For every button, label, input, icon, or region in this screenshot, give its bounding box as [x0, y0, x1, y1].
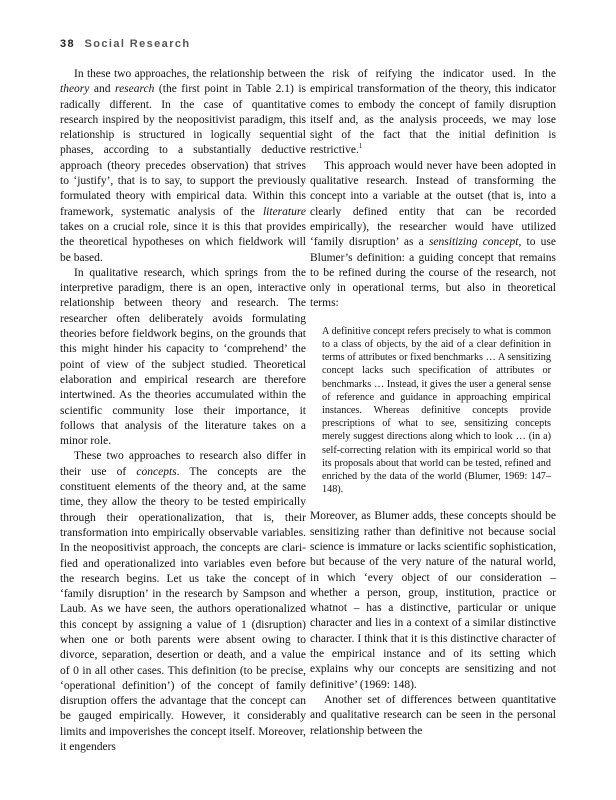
right-column — [310, 67, 556, 739]
text-run: In these two approaches, the relationship between — [74, 68, 306, 80]
italic-term-theory: theory — [60, 83, 90, 96]
running-header — [60, 38, 191, 50]
left-column — [60, 67, 306, 755]
text-run: This approach would never have been adopted in qualitative research. Instead of transforming the concept into a variable at the outset (that is, into a clearly defined entity that can be recorded empirically), the researcher would have utilized ‘family disruption’ as a — [310, 159, 556, 249]
paragraph-another-differences: Another set of differences between quantitative and qualitative research can be seen in the personal relationship between the — [310, 693, 556, 737]
text-run: takes on a crucial role, since it is this that provides the theoretical hypotheses on which fieldwork will be based. — [60, 220, 306, 264]
text-run: , to use Blumer’s definition: a guiding concept that remains to be refined during the course of the research, not only in operational terms, but also in theoretical terms: — [310, 236, 556, 310]
paragraph-blumer-adds: Moreover, as Blumer adds, these concepts should be sensitizing rather than definitive not because social science is immature or lacks scientific sophistication, but because of the very nature of the natural world, in which ‘every object of our consideration – whether a person, group, institution, practice or whatnot – has a distinctive, particular or unique character and lies in a context of a similar distinctive character. I think that it is this distinctive character of the empirical instance and of its setting which explains why our concepts are sensitizing and not definitive’ (1969: 148). — [310, 510, 556, 691]
paragraph-concepts — [60, 449, 306, 755]
text-run: (the first point in Table 2.1) is radically different. In the case of quantitative research inspired by the neopositivist paradigm, this relationship is structured in logically sequential phases, according to a substantially deductive approach (theory precedes observation) that strives to ‘justify’, that is to say, to support the previously formulated theory with empirical data. Within this framework, systematic analysis of the — [60, 83, 306, 218]
italic-term-research: research — [115, 83, 155, 96]
block-quote-blumer — [322, 325, 551, 497]
italic-term-literature: literature — [262, 205, 306, 218]
page-number: 38 — [60, 38, 76, 50]
block-quote-text: A definitive concept refers precisely to what is common to a class of objects, by the aid of a clear definition in terms of attributes or fixed benchmarks … A sensitizing concept lacks such specification of attributes or benchmarks … Instead, it gives the user a general sense of reference and guidance in approaching empirical instances. Whereas definitive concepts provide prescriptions of what to see, sensitizing concepts merely suggest directions along which to look … (in a) self-correcting relation with its empirical world so that its proposals about that world can be tested, refined and enriched by the data of the world (Blumer, 1969: 147–148). — [322, 325, 551, 496]
paragraph-theory-research — [60, 67, 306, 266]
text-run: These two approaches to research also differ in their use of — [60, 450, 306, 478]
paragraph-continuation — [310, 67, 556, 159]
italic-term-sensitizing-concept: sensitizing concept — [428, 236, 519, 249]
paragraph-sensitizing-concept — [310, 159, 556, 312]
italic-term-concepts: concepts — [136, 465, 177, 478]
running-title: Social Research — [84, 38, 191, 50]
paragraph-qualitative-research: In qualitative research, which springs from the interpretive paradigm, there is an open, interactive relationship between theory and research. The researcher often deliberately avoids formulating theories before fieldwork begins, on the grounds that this might hinder his capacity to ‘comprehend’ the point of view of the subject studied. Theoretical elaboration and empirical research are therefore intertwined. As the theories accumulated within the scientific community lose their importance, it follows that analysis of the literature takes on a minor role. — [60, 266, 306, 448]
text-run: and — [89, 83, 116, 96]
footnote-marker: 1 — [358, 142, 363, 151]
text-run: the risk of reifying the indicator used. In the empirical transformation of the theory, this indicator comes to embody the concept of family disruption itself and, as the analysis proceeds, we may lose sight of the fact that the initial definition is restrictive. — [310, 68, 556, 157]
text-run: . The concepts are the constituent elements of the theory and, at the same time, they allow the theory to be tested empirically through their operationalization, that is, their transformation into empirically observable variables. In the neopositivist approach, the concepts are clarified and operationalized into variables even before the research begins. Let us take the concept of ‘family disruption’ in the research by Sampson and Laub. As we have seen, the authors operationalized this concept by assigning a value of 1 (disruption) when one or both parents were absent owing to divorce, separation, desertion or death, and a value of 0 in all other cases. This definition (to be precise, ‘operational definition’) of the concept of family disruption offers the advantage that the concept can be gauged empirically. However, it considerably limits and impoverishes the concept itself. Moreover, it engenders — [60, 465, 306, 754]
